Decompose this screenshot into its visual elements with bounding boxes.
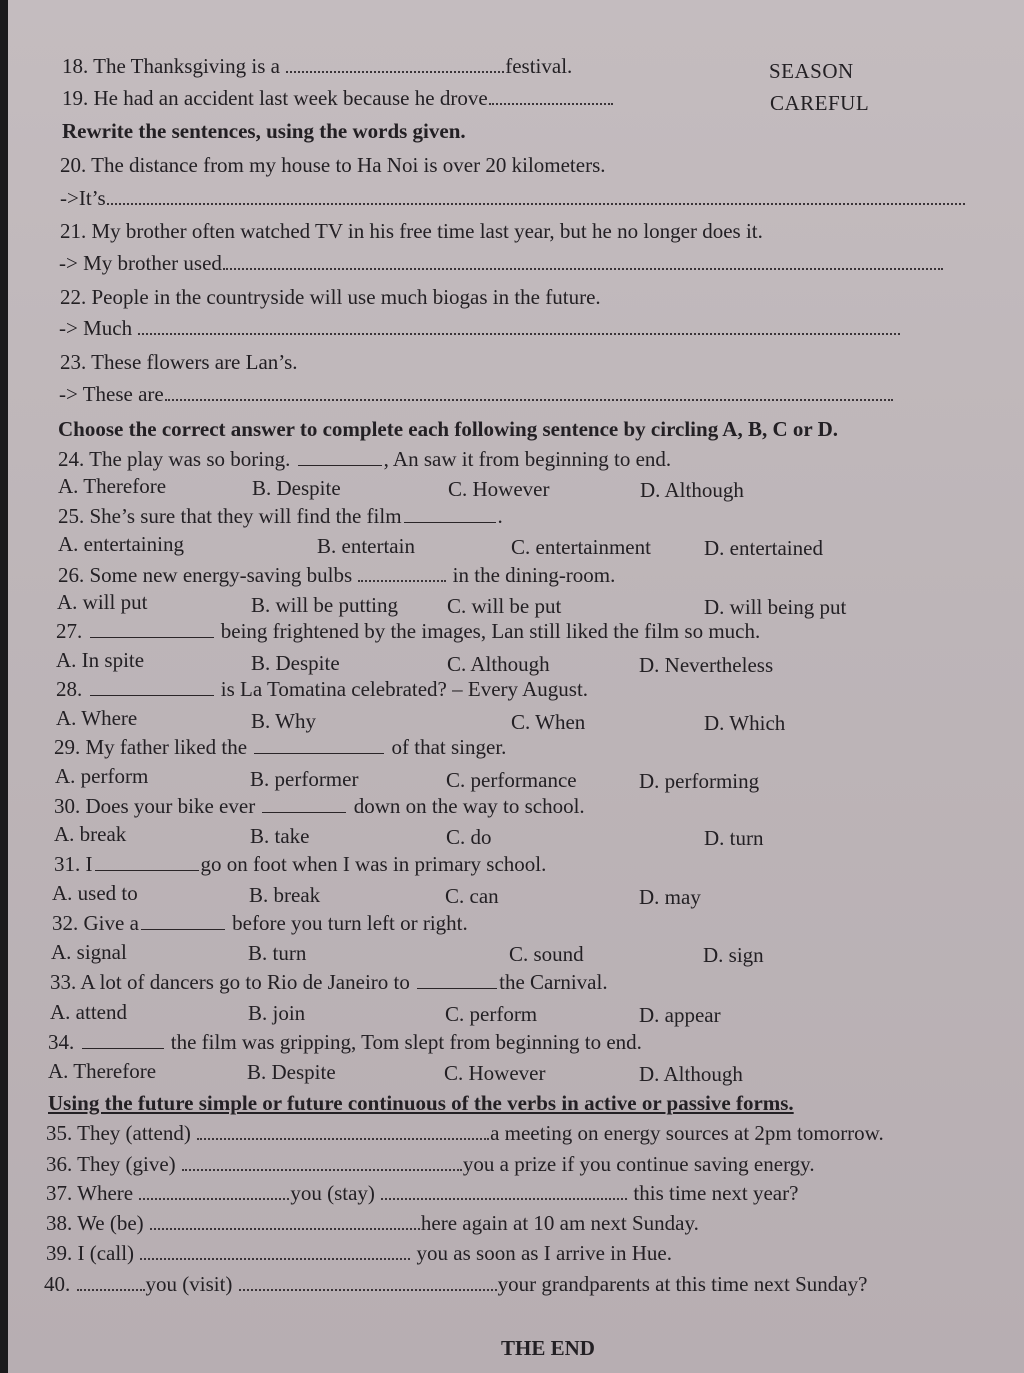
question-text: is La Tomatina celebrated? – Every August. — [220, 677, 589, 701]
answer-blank[interactable] — [358, 578, 446, 582]
option-a[interactable]: A. will put — [57, 590, 148, 614]
option-b[interactable]: B. break — [249, 883, 321, 907]
answer-blank[interactable] — [82, 1046, 164, 1049]
question-text: you as soon as I arrive in Hue. — [416, 1241, 672, 1265]
answer-blank[interactable] — [254, 751, 384, 754]
answer-blank[interactable] — [90, 635, 214, 638]
question-38 — [46, 1211, 699, 1235]
question-29 — [54, 735, 506, 759]
question-28 — [56, 677, 588, 701]
option-b[interactable]: B. Despite — [247, 1060, 336, 1084]
answer-blank[interactable] — [262, 810, 346, 813]
question-text: 28. — [56, 677, 83, 701]
answer-blank[interactable] — [298, 463, 382, 466]
question-text: 30. Does your bike ever — [54, 794, 256, 818]
question-text: you a prize if you continue saving energy. — [462, 1152, 815, 1176]
answer-starter: -> My brother used — [59, 251, 222, 275]
worksheet-page — [8, 0, 1024, 1373]
answer-blank[interactable] — [286, 69, 504, 73]
word-form-hint: CAREFUL — [770, 91, 870, 115]
answer-starter: -> These are — [59, 382, 164, 406]
question-text: He had an accident last week because he drove — [93, 86, 488, 110]
question-text: of that singer. — [391, 735, 507, 759]
option-a[interactable]: A. Where — [56, 706, 138, 730]
option-a[interactable]: A. Therefore — [48, 1059, 157, 1083]
question-text: your grandparents at this time next Sunday? — [497, 1272, 868, 1296]
question-34 — [48, 1030, 642, 1054]
option-a[interactable]: A. perform — [55, 764, 149, 788]
option-d[interactable]: D. Although — [639, 1062, 743, 1086]
the-end-footer: THE END — [501, 1336, 595, 1360]
question-35 — [46, 1121, 884, 1145]
answer-blank[interactable] — [150, 1226, 420, 1230]
answer-blank[interactable] — [107, 201, 965, 205]
question-text: The Thanksgiving is a — [93, 54, 280, 78]
question-text: 31. I — [54, 852, 93, 876]
question-22-prompt: 22. People in the countryside will use much biogas in the future. — [60, 285, 601, 309]
question-18 — [62, 54, 572, 78]
question-text: 39. I (call) — [46, 1241, 135, 1265]
answer-blank[interactable] — [223, 266, 943, 270]
answer-blank[interactable] — [381, 1196, 627, 1200]
answer-blank[interactable] — [139, 1196, 289, 1200]
answer-blank[interactable] — [141, 927, 225, 930]
answer-blank[interactable] — [165, 397, 893, 401]
option-c[interactable]: C. do — [446, 825, 492, 849]
question-text: 38. We (be) — [46, 1211, 144, 1235]
question-26 — [58, 563, 615, 587]
answer-blank[interactable] — [404, 520, 496, 523]
option-b[interactable]: B. entertain — [317, 534, 415, 558]
option-b[interactable]: B. will be putting — [251, 593, 398, 617]
question-21-answer — [59, 251, 944, 275]
question-27 — [56, 619, 760, 643]
question-36 — [46, 1152, 815, 1176]
answer-blank[interactable] — [239, 1287, 497, 1291]
question-number: 18. — [62, 54, 89, 78]
question-text: here again at 10 am next Sunday. — [420, 1211, 699, 1235]
question-text: 37. Where — [46, 1181, 134, 1205]
option-a[interactable]: A. In spite — [56, 648, 145, 672]
question-text: the Carnival. — [499, 970, 608, 994]
question-25 — [58, 504, 503, 528]
option-d[interactable]: D. will being put — [704, 595, 847, 619]
question-text: . — [497, 504, 503, 528]
option-d[interactable]: D. entertained — [704, 536, 823, 560]
question-text: you (visit) — [145, 1272, 233, 1296]
option-d[interactable]: D. sign — [703, 943, 764, 967]
option-c[interactable]: C. entertainment — [511, 535, 651, 559]
question-text: festival. — [505, 54, 573, 78]
word-form-hint: SEASON — [769, 59, 854, 83]
question-number: 19. — [62, 86, 89, 110]
option-b[interactable]: B. Despite — [252, 476, 341, 500]
question-text: 24. The play was so boring. — [58, 447, 291, 471]
answer-blank[interactable] — [138, 331, 900, 335]
question-20-prompt: 20. The distance from my house to Ha Noi is over 20 kilometers. — [60, 153, 606, 177]
option-a[interactable]: A. Therefore — [58, 474, 167, 498]
option-c[interactable]: C. will be put — [447, 594, 562, 618]
option-d[interactable]: D. Nevertheless — [639, 653, 774, 677]
option-c[interactable]: C. When — [511, 710, 586, 734]
option-c[interactable]: C. can — [445, 884, 499, 908]
option-d[interactable]: D. may — [639, 885, 701, 909]
question-text: in the dining-room. — [452, 563, 616, 587]
question-text: 35. They (attend) — [46, 1121, 191, 1145]
question-text: , An saw it from beginning to end. — [383, 447, 672, 471]
answer-blank[interactable] — [90, 693, 214, 696]
option-b[interactable]: B. join — [248, 1001, 306, 1025]
question-31 — [54, 852, 546, 876]
question-text: 40. — [44, 1272, 71, 1296]
question-text: go on foot when I was in primary school. — [200, 852, 547, 876]
answer-blank[interactable] — [95, 868, 199, 871]
question-text: 36. They (give) — [46, 1152, 176, 1176]
question-text: a meeting on energy sources at 2pm tomorrow. — [490, 1121, 884, 1145]
question-37 — [46, 1181, 798, 1205]
question-text: down on the way to school. — [353, 794, 585, 818]
question-33 — [50, 970, 608, 994]
option-d[interactable]: D. appear — [639, 1003, 721, 1027]
option-c[interactable]: C. However — [444, 1061, 546, 1085]
option-a[interactable]: A. used to — [52, 881, 138, 905]
option-b[interactable]: B. Why — [251, 709, 316, 733]
question-21-prompt: 21. My brother often watched TV in his free time last year, but he no longer does it. — [60, 219, 763, 243]
answer-blank[interactable] — [197, 1136, 489, 1140]
question-text: before you turn left or right. — [232, 911, 468, 935]
answer-blank[interactable] — [140, 1256, 410, 1260]
option-c[interactable]: C. sound — [509, 942, 584, 966]
option-d[interactable]: D. Which — [704, 711, 786, 735]
option-c[interactable]: C. Although — [447, 652, 550, 676]
section-heading-rewrite: Rewrite the sentences, using the words given. — [62, 119, 466, 143]
answer-blank[interactable] — [77, 1287, 145, 1291]
question-40 — [44, 1272, 867, 1296]
section-heading-choose: Choose the correct answer to complete each following sentence by circling A, B, C or D. — [58, 417, 838, 441]
question-text: 32. Give a — [52, 911, 139, 935]
question-23-prompt: 23. These flowers are Lan’s. — [60, 350, 298, 374]
question-text: 27. — [56, 619, 83, 643]
answer-blank[interactable] — [182, 1167, 462, 1171]
answer-blank[interactable] — [489, 101, 613, 105]
question-text: 34. — [48, 1030, 75, 1054]
option-a[interactable]: A. break — [54, 822, 127, 846]
question-32 — [52, 911, 468, 935]
question-30 — [54, 794, 585, 818]
option-b[interactable]: B. take — [250, 824, 310, 848]
option-b[interactable]: B. turn — [248, 941, 307, 965]
answer-starter: -> Much — [59, 316, 133, 340]
question-22-answer — [59, 316, 901, 340]
question-text: being frightened by the images, Lan still liked the film so much. — [220, 619, 761, 643]
question-text: 25. She’s sure that they will find the film — [58, 504, 402, 528]
section-heading-verbs: Using the future simple or future continuous of the verbs in active or passive forms. — [48, 1091, 794, 1115]
question-text: 26. Some new energy-saving bulbs — [58, 563, 353, 587]
option-a[interactable]: A. attend — [50, 1000, 127, 1024]
question-text: the film was gripping, Tom slept from beginning to end. — [170, 1030, 642, 1054]
option-a[interactable]: A. signal — [51, 940, 127, 964]
question-39 — [46, 1241, 672, 1265]
option-c[interactable]: C. perform — [445, 1002, 538, 1026]
answer-blank[interactable] — [417, 986, 497, 989]
option-d[interactable]: D. Although — [640, 478, 744, 502]
question-text: 33. A lot of dancers go to Rio de Janeiro to — [50, 970, 410, 994]
option-c[interactable]: C. performance — [446, 768, 577, 792]
question-text: this time next year? — [633, 1181, 799, 1205]
question-23-answer — [59, 382, 894, 406]
question-24 — [58, 447, 671, 471]
option-b[interactable]: B. Despite — [251, 651, 340, 675]
question-text: 29. My father liked the — [54, 735, 248, 759]
option-d[interactable]: D. performing — [639, 769, 760, 793]
option-d[interactable]: D. turn — [704, 826, 764, 850]
option-c[interactable]: C. However — [448, 477, 550, 501]
answer-starter: ->It’s — [60, 186, 106, 210]
question-text: you (stay) — [290, 1181, 375, 1205]
option-b[interactable]: B. performer — [250, 767, 359, 791]
question-20-answer — [60, 186, 966, 210]
question-19 — [62, 86, 614, 110]
option-a[interactable]: A. entertaining — [58, 532, 184, 556]
